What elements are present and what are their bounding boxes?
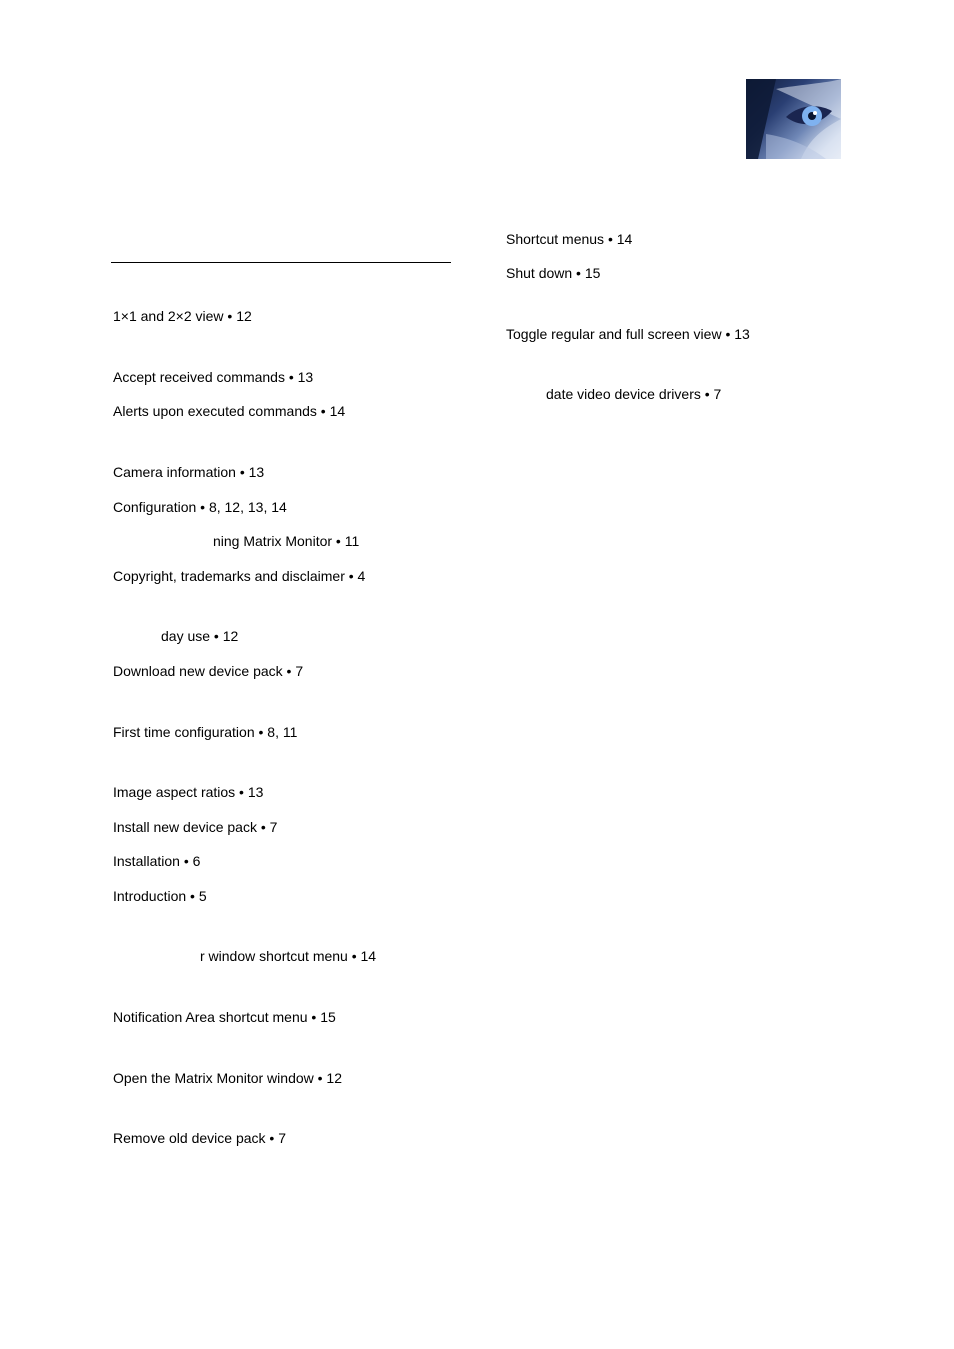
index-entry-installation: Installation • 6 <box>113 853 201 869</box>
index-entry-alerts-upon-executed-commands: Alerts upon executed commands • 14 <box>113 403 346 419</box>
index-entry-shut-down: Shut down • 15 <box>506 265 601 281</box>
index-entry-matrix-monitor: ning Matrix Monitor • 11 <box>213 533 360 549</box>
index-entry-1x1-2x2-view: 1×1 and 2×2 view • 12 <box>113 308 252 324</box>
index-entry-accept-received-commands: Accept received commands • 13 <box>113 369 314 385</box>
index-entry-first-time-configuration: First time configuration • 8, 11 <box>113 724 298 740</box>
index-entry-image-aspect-ratios: Image aspect ratios • 13 <box>113 784 264 800</box>
index-entry-window-shortcut-menu: r window shortcut menu • 14 <box>200 948 377 964</box>
wolf-eye-icon <box>746 79 841 159</box>
index-entry-download-device-pack: Download new device pack • 7 <box>113 663 304 679</box>
index-entry-introduction: Introduction • 5 <box>113 888 207 904</box>
wolf-eye-logo <box>746 79 841 159</box>
index-entry-install-device-pack: Install new device pack • 7 <box>113 819 278 835</box>
index-entry-open-matrix-monitor-window: Open the Matrix Monitor window • 12 <box>113 1070 343 1086</box>
index-entry-update-video-device-drivers: date video device drivers • 7 <box>546 386 722 402</box>
index-entry-shortcut-menus: Shortcut menus • 14 <box>506 231 633 247</box>
index-entry-remove-old-device-pack: Remove old device pack • 7 <box>113 1130 286 1146</box>
index-entry-camera-information: Camera information • 13 <box>113 464 265 480</box>
index-entry-configuration: Configuration • 8, 12, 13, 14 <box>113 499 287 515</box>
index-header-rule <box>111 262 451 263</box>
index-entry-notification-area-shortcut-menu: Notification Area shortcut menu • 15 <box>113 1009 336 1025</box>
index-entry-day-use: day use • 12 <box>161 628 239 644</box>
index-entry-copyright: Copyright, trademarks and disclaimer • 4 <box>113 568 366 584</box>
index-entry-toggle-full-screen-view: Toggle regular and full screen view • 13 <box>506 326 750 342</box>
